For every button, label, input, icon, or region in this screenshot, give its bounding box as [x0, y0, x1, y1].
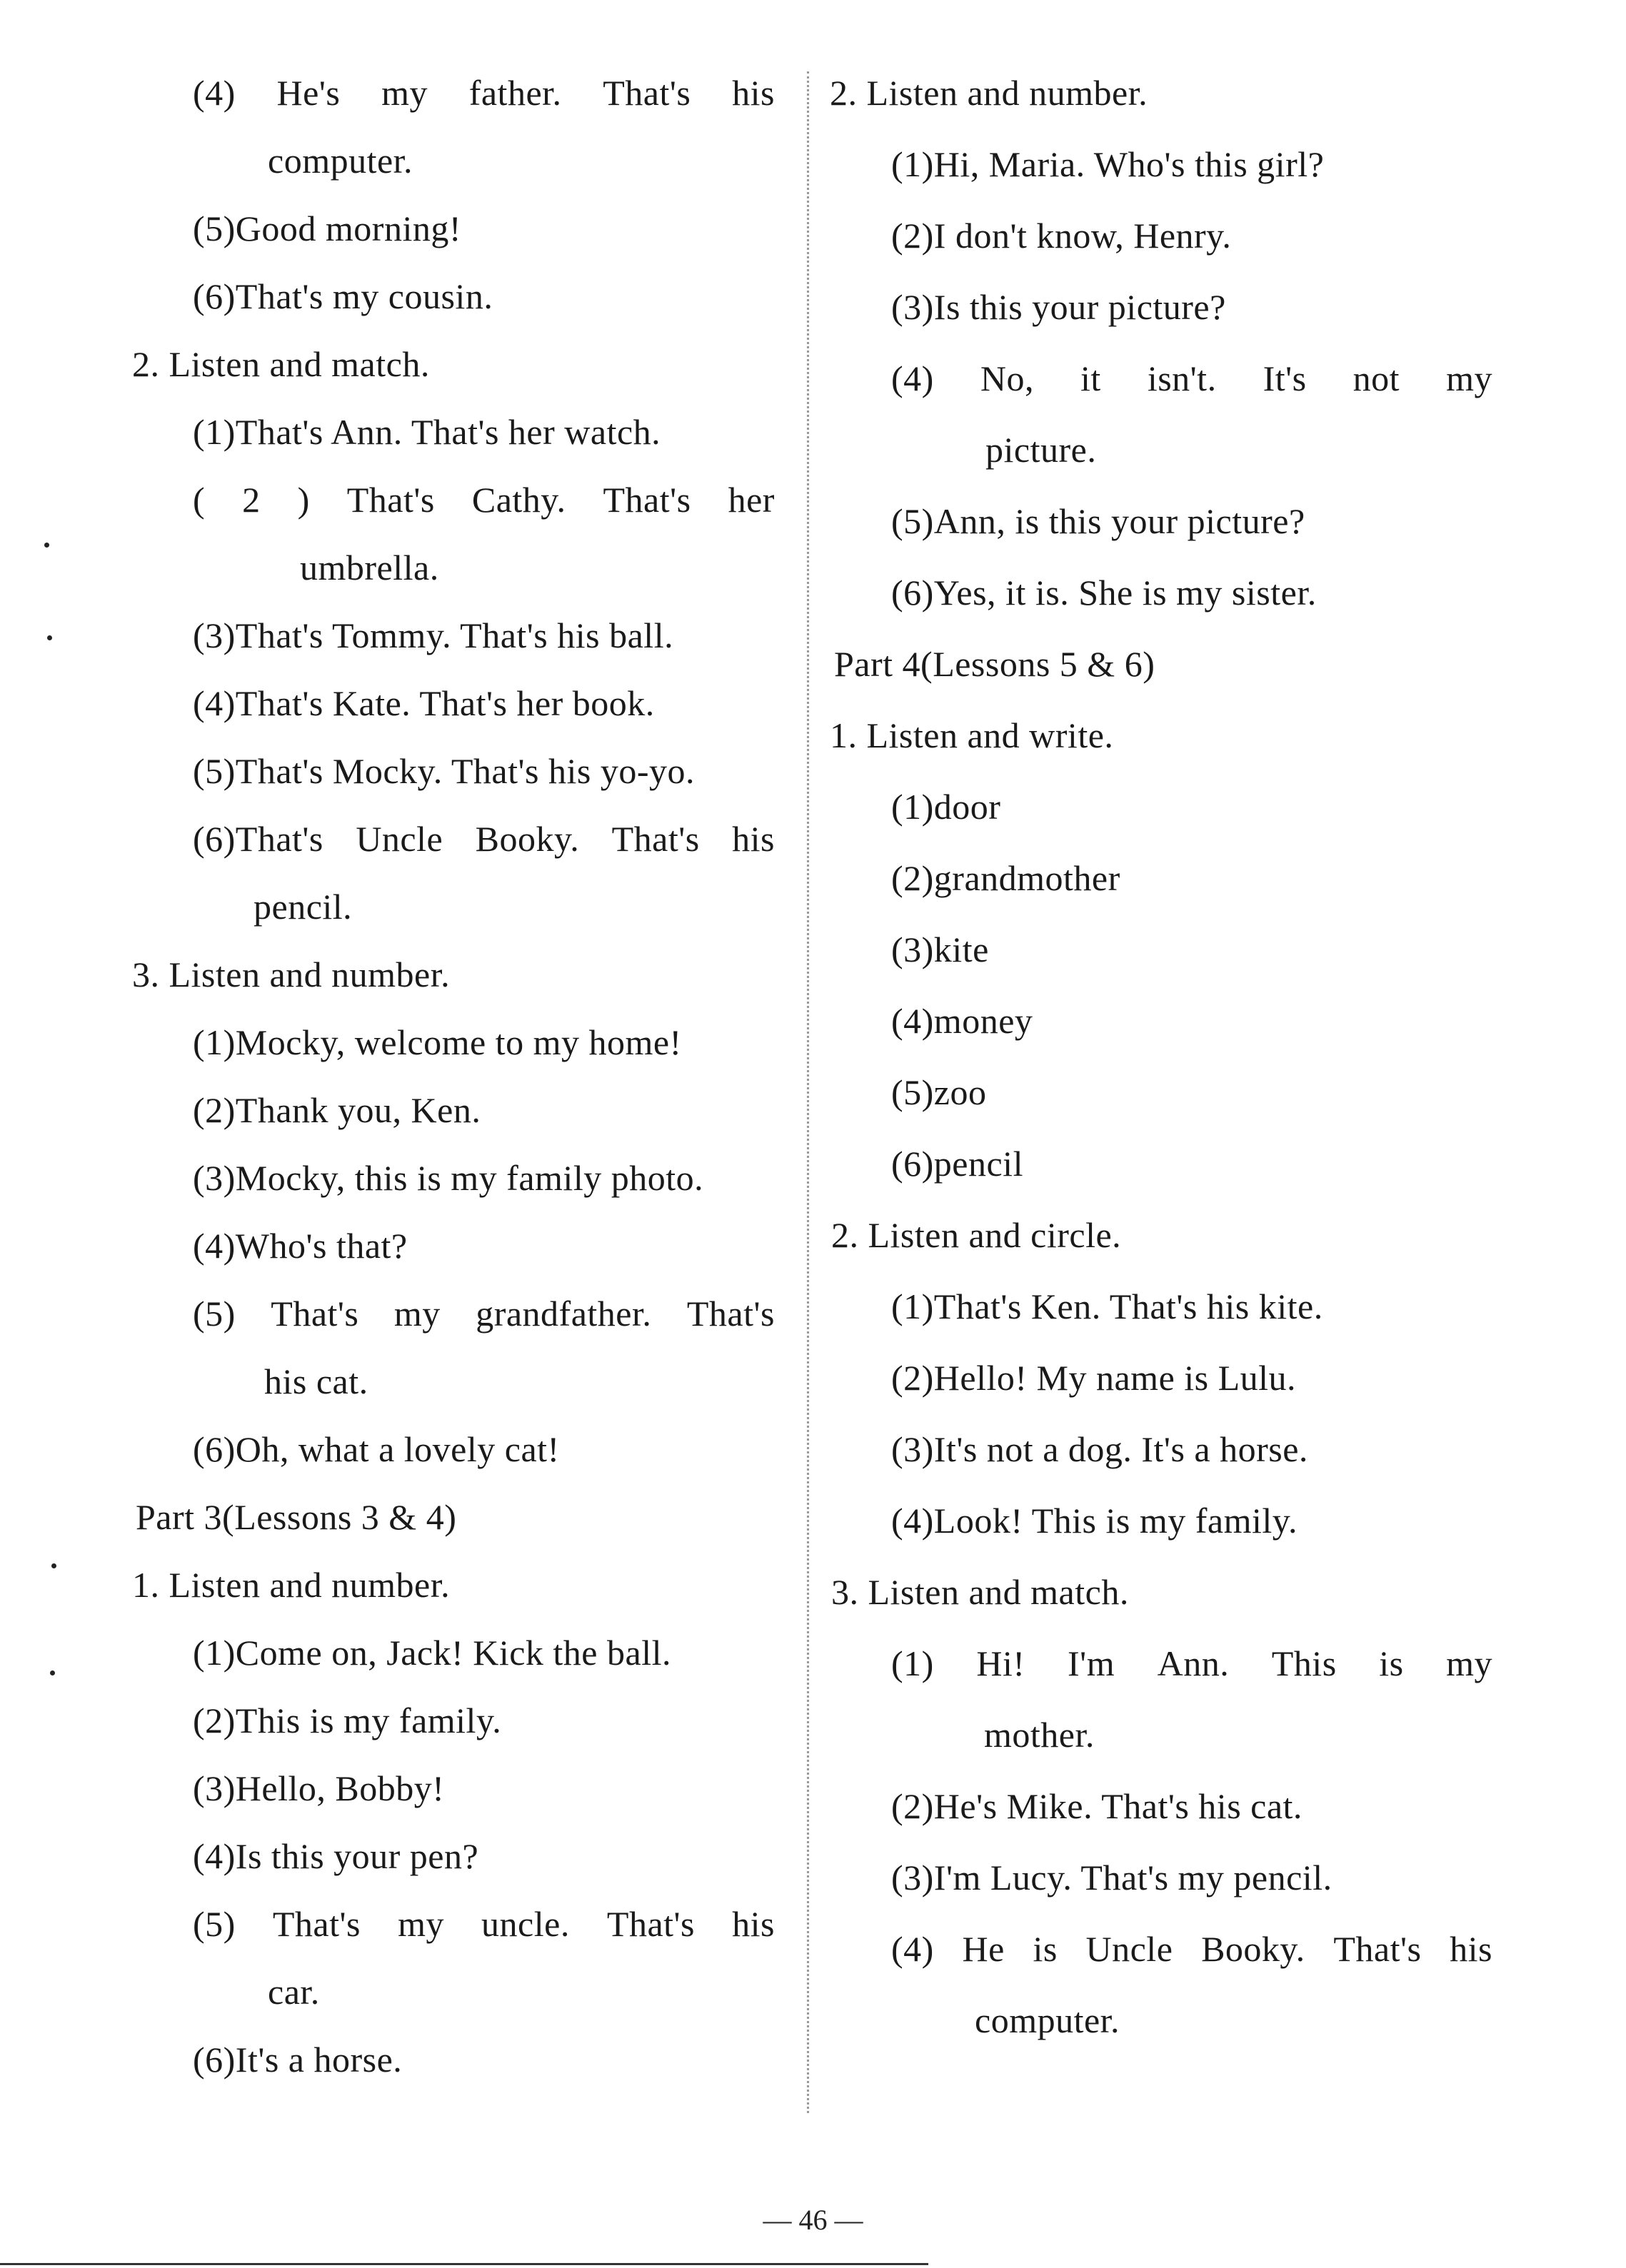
- right-line-8: (6)Yes, it is. She is my sister.: [891, 573, 1317, 613]
- right-line-3: (2)I don't know, Henry.: [891, 216, 1232, 256]
- right-part-4-heading: Part 4(Lessons 5 & 6): [834, 644, 1155, 684]
- right-column: [807, 0, 1626, 2142]
- page-number: — 46 —: [763, 2204, 863, 2236]
- left-line-7: ( 2 ) That's Cathy. That's her: [193, 480, 775, 520]
- right-heading-listen-and-write: 1. Listen and write.: [830, 715, 1114, 755]
- right-line-28: computer.: [975, 2000, 1120, 2040]
- left-line-4: (6)That's my cousin.: [193, 276, 493, 316]
- left-line-30: (6)It's a horse.: [193, 2040, 403, 2080]
- right-line-19: (2)Hello! My name is Lulu.: [891, 1358, 1297, 1398]
- footer-rule: [0, 2263, 928, 2265]
- left-heading-listen-and-number: 3. Listen and number.: [132, 954, 451, 994]
- left-line-10: (4)That's Kate. That's her book.: [193, 683, 655, 723]
- right-line-27: (4) He is Uncle Booky. That's his: [891, 1929, 1492, 1969]
- right-line-16: (6)pencil: [891, 1144, 1023, 1184]
- left-line-2: computer.: [268, 141, 413, 181]
- left-line-12: (6)That's Uncle Booky. That's his: [193, 819, 775, 859]
- left-part-3-heading: Part 3(Lessons 3 & 4): [136, 1497, 457, 1537]
- left-line-28: (5) That's my uncle. That's his: [193, 1904, 775, 1944]
- left-line-18: (4)Who's that?: [193, 1226, 408, 1266]
- scan-speck: [51, 1563, 56, 1568]
- right-line-12: (2)grandmother: [891, 858, 1120, 898]
- left-line-11: (5)That's Mocky. That's his yo-yo.: [193, 751, 695, 791]
- right-line-24: mother.: [984, 1715, 1095, 1755]
- left-heading-listen-and-match: 2. Listen and match.: [132, 344, 430, 384]
- left-line-24: (1)Come on, Jack! Kick the ball.: [193, 1633, 671, 1673]
- right-line-2: (1)Hi, Maria. Who's this girl?: [891, 144, 1325, 184]
- right-line-26: (3)I'm Lucy. That's my pencil.: [891, 1858, 1333, 1897]
- right-line-11: (1)door: [891, 787, 1001, 827]
- scan-speck: [44, 543, 49, 548]
- left-line-3: (5)Good morning!: [193, 208, 461, 248]
- left-line-1: (4) He's my father. That's his: [193, 73, 775, 113]
- right-line-15: (5)zoo: [891, 1072, 987, 1112]
- left-line-15: (1)Mocky, welcome to my home!: [193, 1022, 682, 1062]
- right-line-25: (2)He's Mike. That's his cat.: [891, 1786, 1303, 1826]
- right-line-21: (4)Look! This is my family.: [891, 1501, 1298, 1541]
- left-line-25: (2)This is my family.: [193, 1700, 502, 1740]
- right-line-18: (1)That's Ken. That's his kite.: [891, 1286, 1323, 1326]
- right-line-14: (4)money: [891, 1001, 1033, 1041]
- right-line-5: (4) No, it isn't. It's not my: [891, 358, 1492, 398]
- left-line-16: (2)Thank you, Ken.: [193, 1090, 481, 1130]
- left-line-8: umbrella.: [300, 548, 439, 588]
- right-line-7: (5)Ann, is this your picture?: [891, 501, 1305, 541]
- left-line-21: (6)Oh, what a lovely cat!: [193, 1429, 560, 1469]
- right-heading-listen-and-match: 3. Listen and match.: [831, 1572, 1129, 1612]
- right-line-13: (3)kite: [891, 929, 989, 969]
- right-heading-listen-and-number: 2. Listen and number.: [830, 73, 1148, 113]
- right-heading-listen-and-circle: 2. Listen and circle.: [831, 1215, 1122, 1255]
- left-line-6: (1)That's Ann. That's her watch.: [193, 412, 661, 452]
- left-line-17: (3)Mocky, this is my family photo.: [193, 1158, 704, 1198]
- left-line-19: (5) That's my grandfather. That's: [193, 1294, 775, 1334]
- right-line-20: (3)It's not a dog. It's a horse.: [891, 1429, 1308, 1469]
- left-column: [0, 0, 807, 2142]
- right-line-23: (1) Hi! I'm Ann. This is my: [891, 1643, 1492, 1683]
- left-line-20: his cat.: [264, 1361, 368, 1401]
- scan-speck: [47, 635, 52, 640]
- left-heading-listen-and-number-2: 1. Listen and number.: [132, 1565, 451, 1605]
- left-line-9: (3)That's Tommy. That's his ball.: [193, 615, 674, 655]
- left-line-27: (4)Is this your pen?: [193, 1836, 479, 1876]
- right-line-6: picture.: [985, 430, 1097, 470]
- left-line-13: pencil.: [254, 887, 353, 927]
- scan-speck: [50, 1670, 55, 1675]
- left-line-29: car.: [268, 1972, 320, 2012]
- right-line-4: (3)Is this your picture?: [891, 287, 1226, 327]
- left-line-26: (3)Hello, Bobby!: [193, 1768, 445, 1808]
